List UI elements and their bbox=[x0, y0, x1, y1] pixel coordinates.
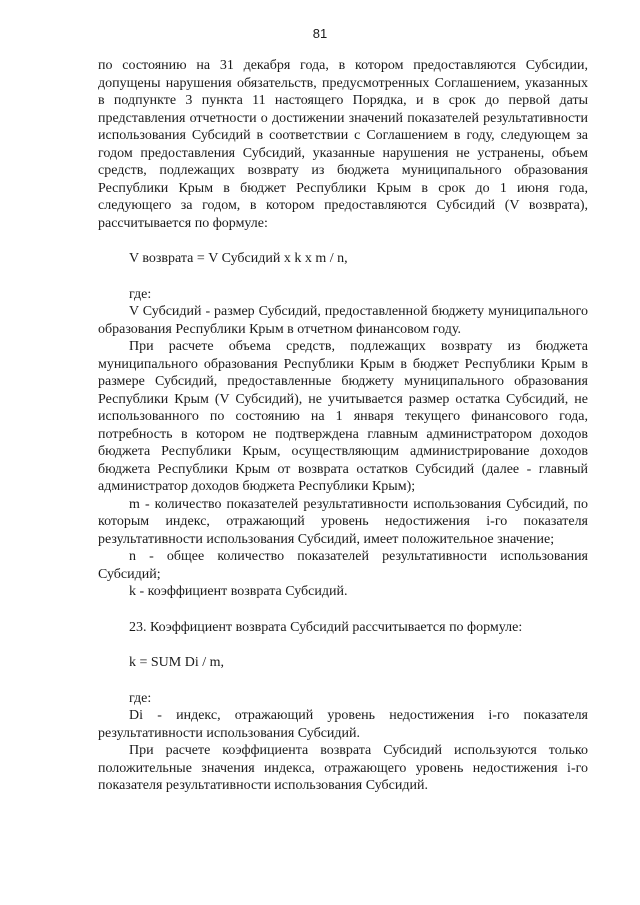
definition-v-subsidy: V Субсидий - размер Субсидий, предоставленной бюджету муниципального образования Республики Крым в отчетном финансовом году. bbox=[98, 304, 588, 337]
paragraph-calculation: При расчете объема средств, подлежащих возврату из бюджета муниципального образования Республики Крым в бюджет Республики Крым в размере Субсидий, предоставленные бюджету муниципального образования Республики Крым (V Субсидий), не учитывается размер остатка Субсидий, не использованного по состоянию на 1 января текущего финансового года, потребность в котором не подтверждена главным администратором доходов бюджета Республики Крым, осуществляющим администрирование доходов бюджета Республики Крым от возврата остатков Субсидий (далее - главный администратор доходов бюджета Республики Крым); bbox=[98, 339, 588, 494]
paragraph-23: 23. Коэффициент возврата Субсидий рассчитывается по формуле: bbox=[129, 619, 523, 635]
page-number: 81 bbox=[312, 26, 328, 41]
definition-m: m - количество показателей результативности использования Субсидий, по которым индекс, отражающий уровень недостижения i-го показателя результативности использования Субсидий, имеет положительное значение; bbox=[98, 496, 588, 547]
where-label: где: bbox=[129, 286, 152, 302]
paragraph-positive-values: При расчете коэффициента возврата Субсидий используются только положительные значения индекса, отражающего уровень недостижения i-го показателя результативности использования Субсидий. bbox=[98, 743, 588, 793]
formula-v-return: V возврата = V Субсидий x k x m / n, bbox=[129, 251, 348, 266]
definition-di: Di - индекс, отражающий уровень недостижения i-го показателя результативности использования Субсидий. bbox=[98, 708, 588, 741]
definition-k: k - коэффициент возврата Субсидий. bbox=[129, 584, 348, 599]
paragraph-conditions: по состоянию на 31 декабря года, в котором предоставляются Субсидии, допущены нарушения обязательств, предусмотренных Соглашением, указанных в подпункте 3 пункта 11 настоящего Порядка, и в срок до первой даты представления отчетности о достижении значений показателей результативности использования Субсидий в соответствии с Соглашением в году, следующем за годом предоставления Субсидий, указанные нарушения не устранены, объем средств, подлежащих возврату из бюджета муниципального образования Республики Крым в бюджет Республики Крым в срок до 1 июня года, следующего за годом, в котором предоставляются Субсидий (V возврата), рассчитывается по формуле: bbox=[98, 58, 588, 231]
formula-k: k = SUM Di / m, bbox=[129, 655, 225, 670]
where-label-2: где: bbox=[129, 690, 152, 706]
definition-n: n - общее количество показателей результативности использования Субсидий; bbox=[98, 549, 588, 582]
document-body bbox=[98, 57, 588, 795]
